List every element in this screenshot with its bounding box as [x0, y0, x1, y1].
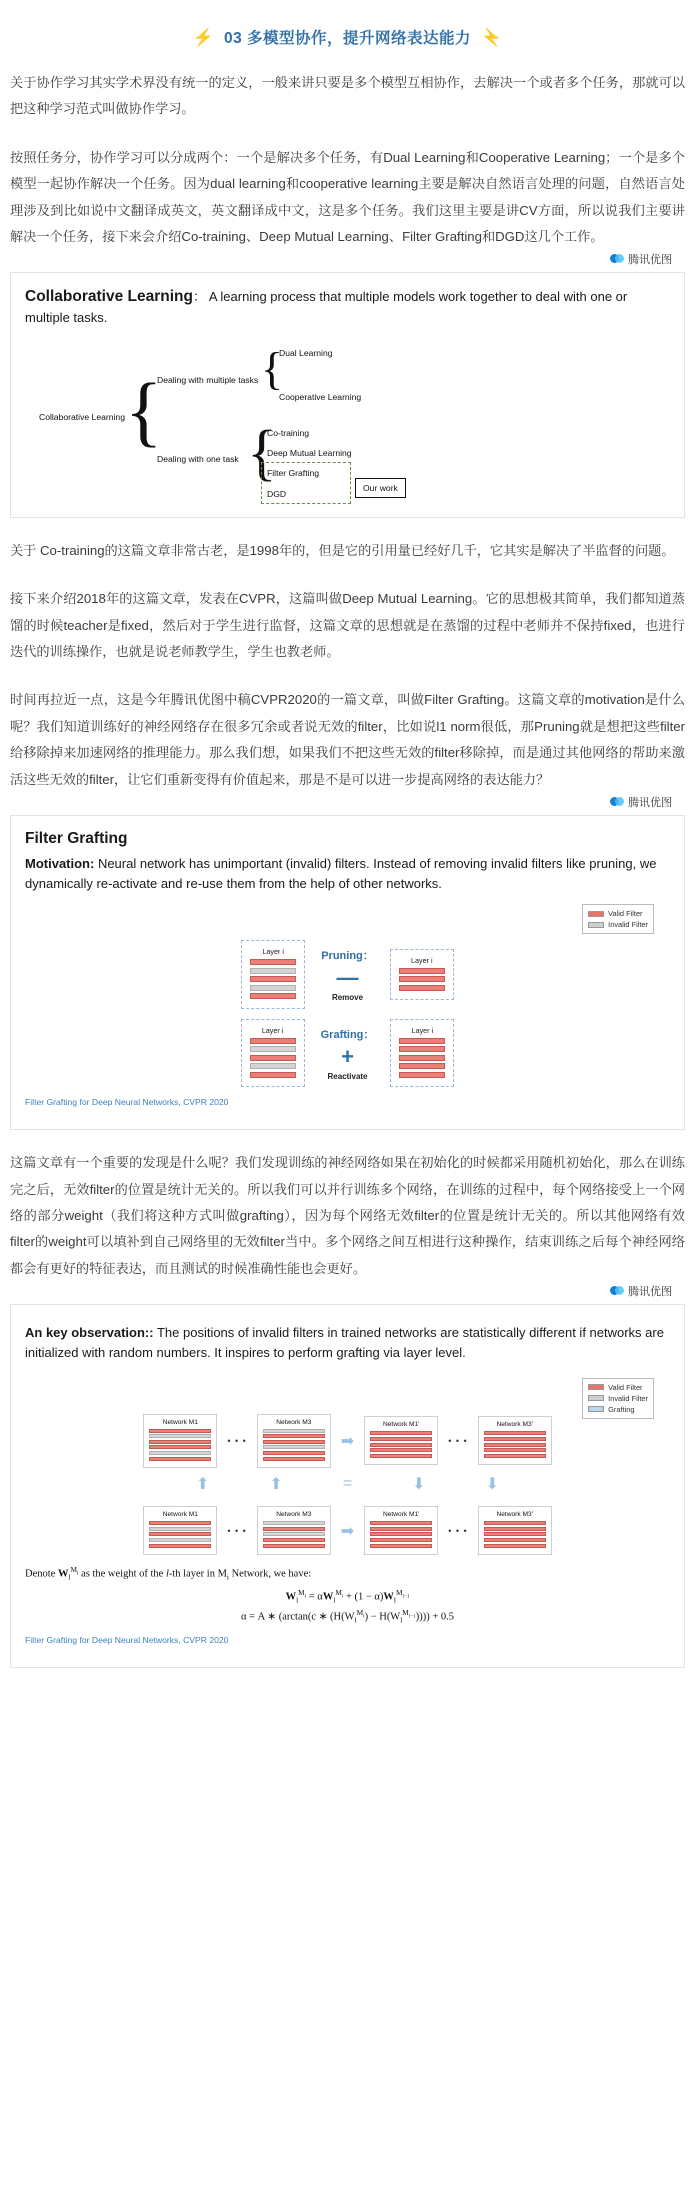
- slide-motivation: [25, 854, 670, 894]
- network-row-bottom: [25, 1506, 670, 1555]
- slide-subtitle: ： A learning process that multiple models work together to deal with one or multiple tasks.: [25, 289, 628, 325]
- brace-icon: {: [247, 418, 277, 487]
- legend-row-valid: [588, 1382, 648, 1393]
- grafting-swatch-icon: [588, 1406, 604, 1412]
- motivation-label: Motivation:: [25, 855, 95, 871]
- layer-panel-before-pruning: [241, 940, 305, 1009]
- slide-title: Filter Grafting: [25, 829, 128, 847]
- tencent-youtu-logo-icon: [610, 795, 624, 809]
- math-intro: Denote $W_l^{M_i}$ as the weight of the l-th layer in $M_i$ Network, we have:: [25, 1565, 312, 1582]
- valid-filter-bar: [370, 1544, 432, 1548]
- network-label: Network M3: [276, 1511, 312, 1519]
- valid-filter-bar: [370, 1437, 432, 1441]
- valid-filter-bar: [399, 968, 445, 974]
- valid-filter-bar: [250, 976, 296, 982]
- valid-filter-bar: [149, 1521, 211, 1525]
- valid-filter-bar: [250, 1072, 296, 1078]
- ellipsis: • • •: [448, 1525, 468, 1536]
- tree-root-label: Collaborative Learning: [39, 411, 125, 422]
- pruning-operation: [321, 947, 374, 1002]
- slide-collaborative-learning: [10, 254, 685, 517]
- network-box: [257, 1414, 331, 1469]
- invalid-filter-bar: [250, 985, 296, 991]
- math-equation-2: α = A ∗ (arctan(c ∗ $(H(W_l^{M_i}) - H(W_l^{M_{i-1}})))) + 0.5$: [240, 1608, 454, 1625]
- math-equation-1: $W_l^{M_i} = \alpha W_l^{M_i} + (1 - \alpha)W_l^{M_{i-1}}$: [285, 1587, 410, 1605]
- valid-filter-bar: [370, 1454, 432, 1458]
- invalid-filter-bar: [263, 1445, 325, 1449]
- layer-label: Layer i: [262, 947, 284, 957]
- lightning-bolt-icon: ⚡: [481, 27, 503, 47]
- valid-filter-bar: [399, 985, 445, 991]
- valid-filter-bar: [263, 1457, 325, 1461]
- valid-filter-bar: [149, 1457, 211, 1461]
- pruning-label: Pruning：: [321, 950, 374, 962]
- figure-caption: Filter Grafting for Deep Neural Networks, CVPR 2020: [25, 1634, 229, 1645]
- valid-filter-bar: [149, 1429, 211, 1433]
- invalid-filter-bar: [149, 1538, 211, 1542]
- valid-filter-bar: [370, 1521, 432, 1525]
- valid-filter-bar: [370, 1538, 432, 1542]
- valid-filter-bar: [370, 1443, 432, 1447]
- valid-filter-bar: [370, 1431, 432, 1435]
- arrow-down-icon: ⬇: [412, 1476, 426, 1494]
- tree-leaf-dual-learning: Dual Learning: [279, 347, 333, 358]
- valid-filter-bar: [370, 1448, 432, 1452]
- valid-filter-swatch-icon: [588, 911, 604, 917]
- valid-filter-bar: [250, 993, 296, 999]
- invalid-filter-bar: [250, 1046, 296, 1052]
- tencent-youtu-badge: [610, 794, 672, 810]
- paragraph: 时间再拉近一点，这是今年腾讯优图中稿CVPR2020的一篇文章，叫做Filter Grafting。这篇文章的motivation是什么呢？我们知道训练好的神经网络存在很多冗余或者说无效的filter，比如说l1 norm很低，那Pruning就是想把这些filter给移除掉来加速网络的推理能力。那么我们想，如果我们不把这些无效的filter移除掉，而是通过其他网络的帮助来激活这些无效的filter，让它们重新变得有价值起来，那是不是可以进一步提高网络的表达能力？: [10, 692, 685, 787]
- valid-filter-bar: [399, 1038, 445, 1044]
- valid-filter-bar: [370, 1532, 432, 1536]
- network-box: [257, 1506, 331, 1555]
- tencent-youtu-badge: [610, 1283, 672, 1299]
- network-label: Network M1': [382, 1511, 420, 1519]
- badge-label: 腾讯优图: [628, 254, 672, 267]
- network-label: Network M3: [276, 1418, 312, 1426]
- brace-icon: {: [261, 342, 284, 394]
- invalid-filter-swatch-icon: [588, 1395, 604, 1401]
- invalid-filter-swatch-icon: [588, 922, 604, 928]
- valid-filter-bar: [484, 1544, 546, 1548]
- arrow-right-icon: ➡: [340, 1432, 355, 1450]
- badge-label: 腾讯优图: [628, 796, 672, 809]
- valid-filter-bar: [250, 1038, 296, 1044]
- valid-filter-bar: [370, 1527, 432, 1531]
- network-row-top: [25, 1414, 670, 1469]
- figure-caption: Filter Grafting for Deep Neural Networks, CVPR 2020: [25, 1097, 229, 1108]
- grafting-row: [25, 1019, 670, 1088]
- our-work-box: Our work: [355, 478, 406, 498]
- invalid-filter-bar: [149, 1527, 211, 1531]
- arrow-up-icon: ⬆: [269, 1476, 283, 1494]
- observation-label: An key observation::: [25, 1325, 154, 1341]
- badge-label: 腾讯优图: [628, 1286, 672, 1299]
- legend-label-valid: Valid Filter: [608, 1382, 643, 1392]
- brace-icon: {: [125, 366, 163, 454]
- arrow-down-icon: ⬇: [485, 1476, 499, 1494]
- grafting-operation: [321, 1026, 375, 1081]
- ellipsis: • • •: [448, 1435, 468, 1446]
- network-box: [143, 1414, 217, 1469]
- network-box: [143, 1506, 217, 1555]
- tencent-youtu-logo-icon: [610, 1284, 624, 1298]
- minus-icon: —: [336, 965, 359, 990]
- valid-filter-bar: [149, 1532, 211, 1536]
- valid-filter-bar: [250, 959, 296, 965]
- legend-label-grafting: Grafting: [608, 1404, 635, 1414]
- slide-title-text: Collaborative Learning: [25, 288, 193, 306]
- invalid-filter-bar: [250, 968, 296, 974]
- network-label: Network M1: [162, 1418, 198, 1426]
- observation-body: The positions of invalid filters in trained networks are statistically different if networks are initialized with random numbers. It inspires to perform grafting via layer level.: [25, 1325, 664, 1361]
- layer-label: Layer i: [411, 1025, 434, 1035]
- paragraph: 关于协作学习其实学术界没有统一的定义，一般来讲只要是多个模型互相协作，去解决一个或者多个任务，那就可以把这种学习范式叫做协作学习。: [10, 75, 685, 117]
- collaborative-learning-tree: [25, 342, 670, 497]
- valid-filter-bar: [399, 1063, 445, 1069]
- valid-filter-bar: [399, 976, 445, 982]
- valid-filter-bar: [484, 1454, 546, 1458]
- valid-filter-bar: [484, 1538, 546, 1542]
- network-box: [478, 1506, 552, 1555]
- valid-filter-bar: [484, 1527, 546, 1531]
- valid-filter-bar: [399, 1055, 445, 1061]
- math-block: [25, 1565, 670, 1625]
- legend-row-invalid: [588, 1393, 648, 1404]
- network-label: Network M3': [496, 1511, 533, 1519]
- valid-filter-bar: [149, 1445, 211, 1449]
- legend-label-valid: Valid Filter: [608, 909, 643, 919]
- legend-row-invalid: [588, 919, 648, 930]
- invalid-filter-bar: [263, 1532, 325, 1536]
- slide-key-observation: [10, 1286, 685, 1668]
- tree-leaf-dgd: DGD: [267, 488, 287, 499]
- valid-filter-bar: [263, 1434, 325, 1438]
- layer-panel-before-grafting: [241, 1019, 305, 1088]
- layer-panel-after-grafting: [390, 1019, 454, 1088]
- arrow-up-icon: ⬆: [196, 1476, 210, 1494]
- valid-filter-bar: [399, 1072, 445, 1078]
- layer-label: Layer i: [410, 955, 433, 965]
- valid-filter-bar: [263, 1544, 325, 1548]
- paragraph: 关于 Co-training的这篇文章非常古老，是1998年的，但是它的引用量已经好几千，它其实是解决了半监督的问题。: [10, 542, 675, 558]
- valid-filter-bar: [250, 1055, 296, 1061]
- layer-label: Layer i: [261, 1025, 284, 1035]
- pruning-row: [25, 940, 670, 1009]
- page-title: 03 多模型协作，提升网络表达能力: [223, 30, 472, 47]
- valid-filter-bar: [149, 1440, 211, 1444]
- valid-filter-bar: [149, 1544, 211, 1548]
- invalid-filter-bar: [149, 1451, 211, 1455]
- tree-leaf-filter-grafting: Filter Grafting: [267, 467, 320, 478]
- valid-filter-swatch-icon: [588, 1384, 604, 1390]
- network-box: [478, 1416, 552, 1465]
- invalid-filter-bar: [149, 1434, 211, 1438]
- equivalence-row: [25, 1474, 670, 1494]
- invalid-filter-bar: [263, 1429, 325, 1433]
- footer-decoration: [0, 1688, 695, 1714]
- ellipsis: • • •: [227, 1435, 247, 1446]
- figure-legend: [582, 904, 654, 934]
- observation-text: [25, 1323, 670, 1363]
- arrow-right-icon: ➡: [340, 1522, 355, 1540]
- figure-legend: [582, 1378, 654, 1419]
- figure-pruning-vs-grafting: [25, 904, 670, 1109]
- network-label: Network M1': [382, 1421, 420, 1429]
- valid-filter-bar: [484, 1532, 546, 1536]
- slide-filter-grafting: [10, 796, 685, 1130]
- valid-filter-bar: [484, 1521, 546, 1525]
- paragraph: 接下来介绍2018年的这篇文章，发表在CVPR，这篇叫做Deep Mutual Learning。它的思想极其简单，我们都知道蒸馏的时候teacher是fixed，然后对于学生进行监督，这篇文章的思想就是在蒸馏的过程中老师并不保持fixed，也进行迭代的训练操作，也就是说老师教学生，学生也教老师。: [10, 591, 685, 659]
- valid-filter-bar: [263, 1527, 325, 1531]
- remove-label: Remove: [331, 993, 364, 1002]
- tree-leaf-cooperative-learning: Cooperative Learning: [279, 391, 362, 402]
- legend-row-grafting: [588, 1404, 648, 1415]
- network-label: Network M3': [496, 1421, 533, 1429]
- valid-filter-bar: [484, 1437, 546, 1441]
- reactivate-label: Reactivate: [327, 1071, 368, 1081]
- legend-label-invalid: Invalid Filter: [608, 920, 648, 930]
- legend-label-invalid: Invalid Filter: [608, 1393, 648, 1403]
- valid-filter-bar: [484, 1443, 546, 1447]
- tencent-youtu-logo-icon: [610, 252, 624, 266]
- tree-branch-multiple-tasks: Dealing with multiple tasks: [157, 374, 259, 385]
- invalid-filter-bar: [250, 1063, 296, 1069]
- valid-filter-bar: [484, 1448, 546, 1452]
- tree-leaf-co-training: Co-training: [267, 427, 310, 438]
- equals-icon: =: [342, 1475, 353, 1493]
- plus-icon: +: [341, 1043, 354, 1069]
- slide-title: [25, 287, 670, 327]
- grafting-label: Grafting：: [320, 1028, 375, 1041]
- tree-leaf-deep-mutual-learning: Deep Mutual Learning: [267, 447, 352, 458]
- network-box: [364, 1416, 438, 1465]
- paragraph: 按照任务分，协作学习可以分成两个：一个是解决多个任务，有Dual Learning和Cooperative Learning；一个是多个模型一起协作解决一个任务。因为dual learning和cooperative learning主要是解决自然语言处理的问题，自然语言处理涉及到比如说中文翻译成英文，英文翻译成中文，这是多个任务。我们这里主要是讲CV方面，所以说我们主要讲解决一个任务，接下来会介绍Co-training、Deep Mutual Learning、Filter Grafting和DGD这几个工作。: [10, 149, 685, 245]
- tencent-youtu-badge: [610, 251, 672, 267]
- valid-filter-bar: [263, 1440, 325, 1444]
- network-label: Network M1: [162, 1511, 198, 1519]
- tree-branch-one-task: Dealing with one task: [157, 453, 239, 464]
- invalid-filter-bar: [263, 1521, 325, 1525]
- motivation-text: Neural network has unimportant (invalid) filters. Instead of removing invalid filters like pruning, we dynamically re-activate and re-use them from the help of other networks.: [25, 855, 657, 892]
- valid-filter-bar: [263, 1451, 325, 1455]
- paragraph: 这篇文章有一个重要的发现是什么呢？我们发现训练的神经网络如果在初始化的时候都采用随机初始化，那么在训练完之后，无效filter的位置是统计无关的。所以我们可以并行训练多个网络，在训练的过程中，每个网络接受上一个网络的部分weight（我们将这种方式叫做grafting），因为每个网络无效filter的位置是统计无关的。所以其他网络有效filter的weight可以填补到自己网络里的无效filter当中。多个网络之间互相进行这种操作，结束训练之后每个神经网络都会有更好的特征表达，而且测试的时候准确性能也会更好。: [10, 1155, 685, 1276]
- legend-row-valid: [588, 908, 648, 919]
- valid-filter-bar: [263, 1538, 325, 1542]
- valid-filter-bar: [399, 1046, 445, 1052]
- ellipsis: • • •: [227, 1525, 247, 1536]
- network-box: [364, 1506, 438, 1555]
- layer-panel-after-pruning: [390, 949, 454, 1001]
- section-header: [0, 0, 695, 70]
- valid-filter-bar: [484, 1431, 546, 1435]
- lightning-bolt-icon: ⚡: [192, 27, 214, 47]
- figure-layer-grafting: [25, 1374, 670, 1647]
